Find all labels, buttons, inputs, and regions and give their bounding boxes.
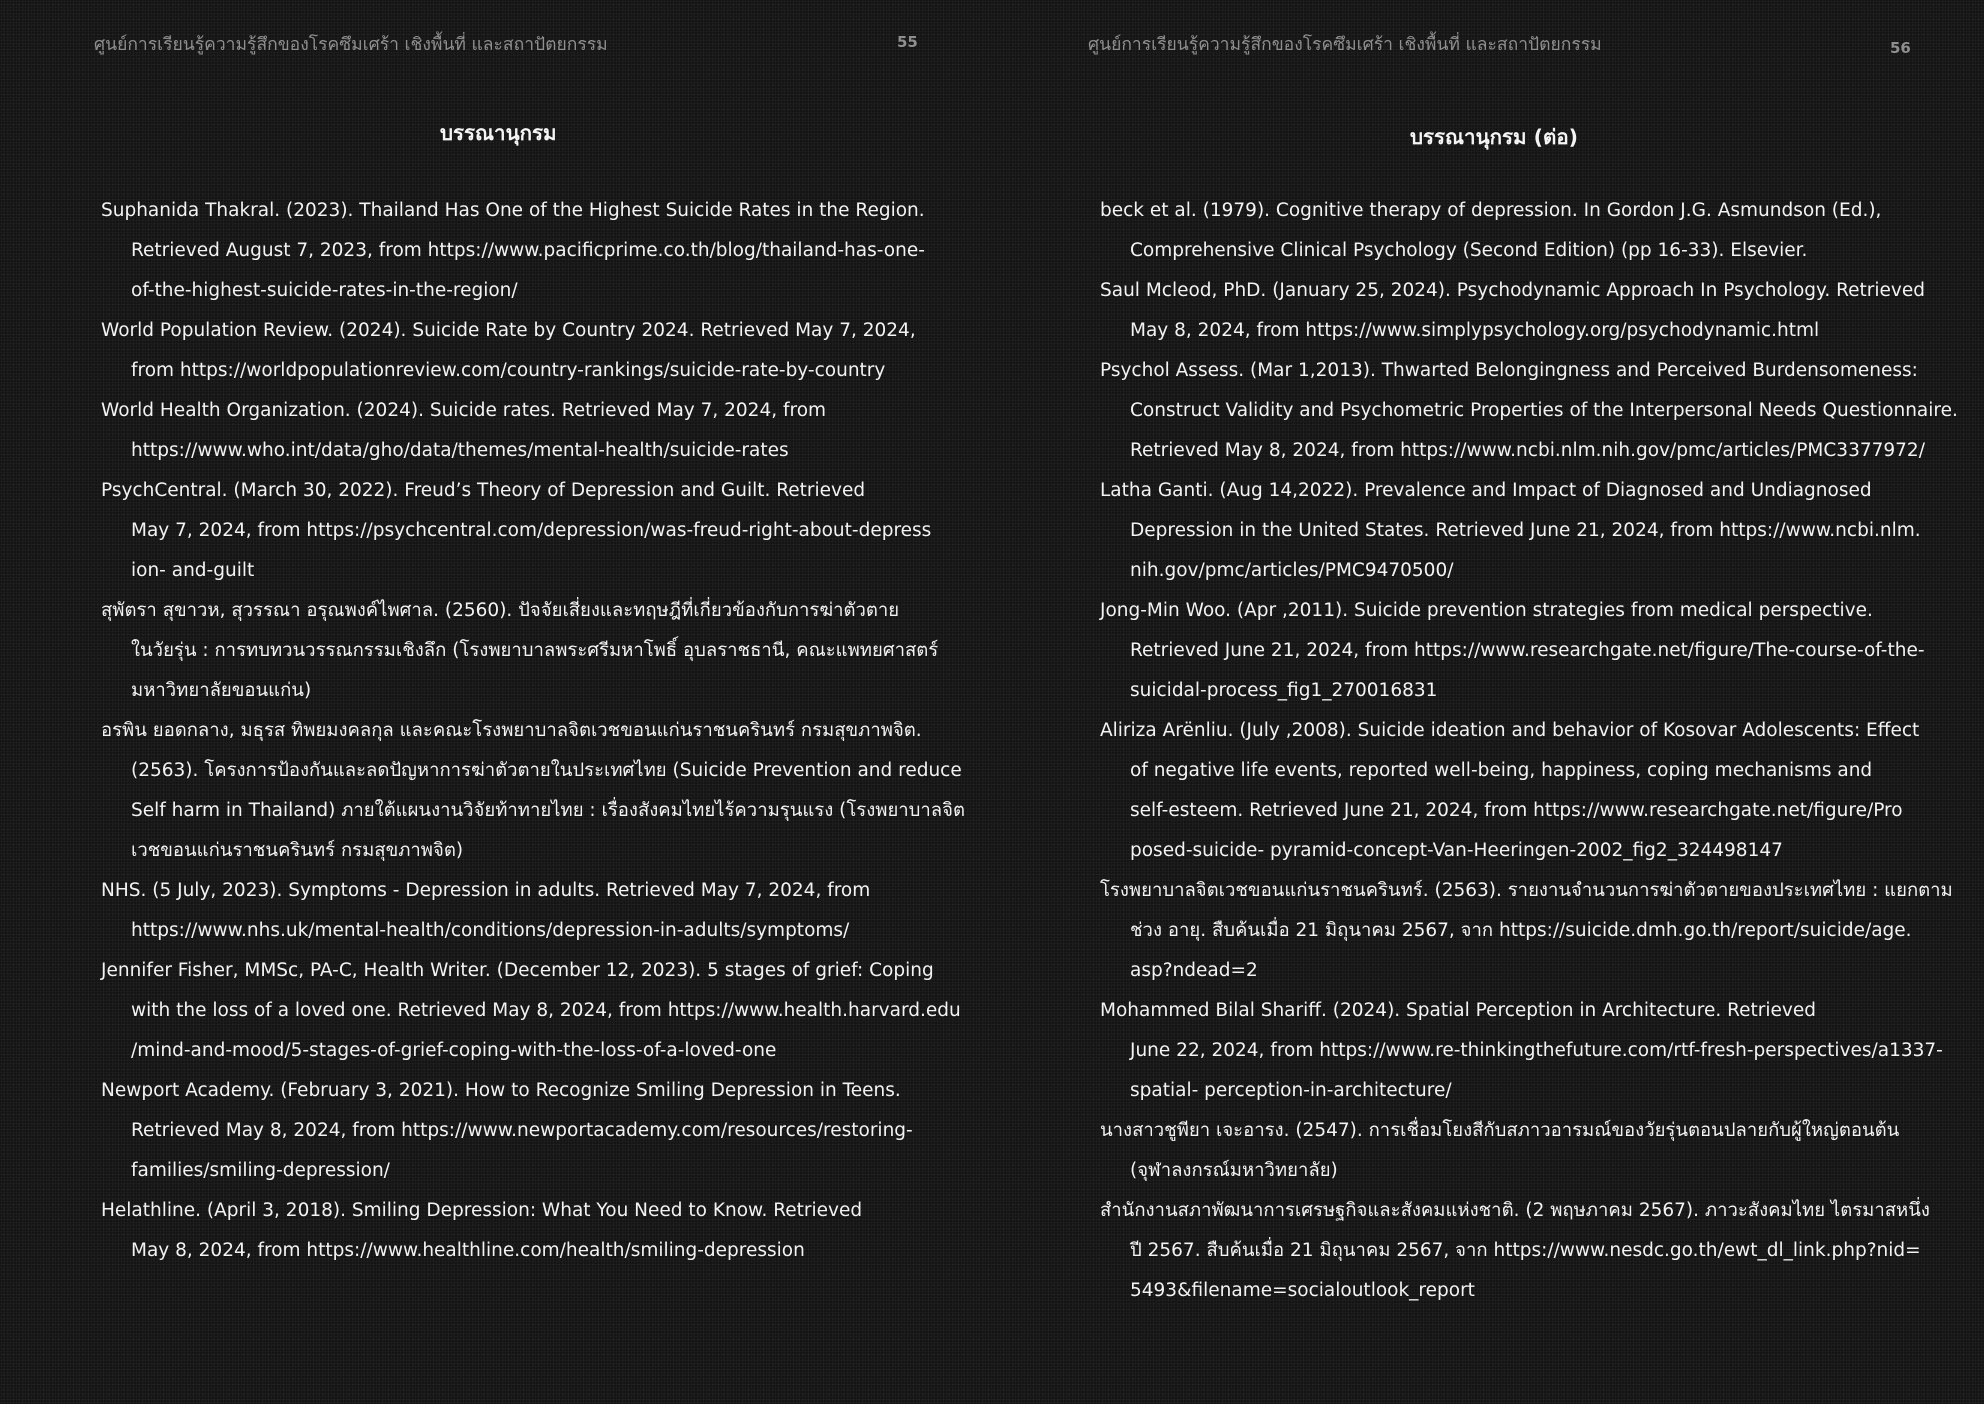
reference-line: อรพิน ยอดกลาง, มธุรส ทิพยมงคลกุล และคณะโรงพยาบาลจิตเวชขอนแก่นราชนครินทร์ กรมสุขภาพจิต. (101, 720, 922, 741)
reference-continuation-line: ในวัยรุ่น : การทบทวนวรรณกรรมเชิงลึก (โรงพยาบาลพระศรีมหาโพธิ์ อุบลราชธานี, คณะแพทยศาสตร์ (131, 640, 939, 661)
reference-continuation-line: spatial- perception-in-architecture/ (1130, 1080, 1452, 1101)
reference-continuation-line: May 7, 2024, from https://psychcentral.com/depression/was-freud-right-about-depress (131, 520, 932, 541)
reference-entry (101, 954, 965, 1074)
reference-entry (1100, 1194, 1958, 1314)
reference-line: NHS. (5 July, 2023). Symptoms - Depression in adults. Retrieved May 7, 2024, from (101, 880, 871, 901)
reference-entry (101, 474, 965, 594)
reference-continuation-line: Depression in the United States. Retrieved June 21, 2024, from https://www.ncbi.nlm. (1130, 520, 1921, 541)
reference-entry (1100, 474, 1958, 594)
reference-entry (101, 1194, 965, 1274)
page-title: บรรณานุกรม (ต่อ) (1410, 125, 1579, 149)
reference-continuation-line: เวชขอนแก่นราชนครินทร์ กรมสุขภาพจิต) (131, 840, 464, 861)
reference-entry (1100, 194, 1958, 274)
reference-continuation-line: June 22, 2024, from https://www.re-thinkingthefuture.com/rtf-fresh-perspectives/a1337- (1130, 1040, 1943, 1061)
reference-entry (1100, 994, 1958, 1114)
reference-continuation-line: (2563). โครงการป้องกันและลดปัญหาการฆ่าตัวตายในประเทศไทย (Suicide Prevention and reduce (131, 760, 962, 781)
reference-entry (101, 314, 965, 394)
reference-line: Newport Academy. (February 3, 2021). How to Recognize Smiling Depression in Teens. (101, 1080, 901, 1101)
reference-entry (1100, 1114, 1958, 1194)
reference-continuation-line: May 8, 2024, from https://www.healthline.com/health/smiling-depression (131, 1240, 805, 1261)
reference-line: World Health Organization. (2024). Suicide rates. Retrieved May 7, 2024, from (101, 400, 827, 421)
reference-entry (101, 874, 965, 954)
reference-line: Jennifer Fisher, MMSc, PA-C, Health Writer. (December 12, 2023). 5 stages of grief: Coping (101, 960, 934, 981)
reference-continuation-line: families/smiling-depression/ (131, 1160, 390, 1181)
reference-continuation-line: มหาวิทยาลัยขอนแก่น) (131, 680, 312, 701)
reference-line: สำนักงานสภาพัฒนาการเศรษฐกิจและสังคมแห่งชาติ. (2 พฤษภาคม 2567). ภาวะสังคมไทย ไตรมาสหนึ่ง (1100, 1200, 1930, 1221)
reference-continuation-line: with the loss of a loved one. Retrieved May 8, 2024, from https://www.health.harvard.edu (131, 1000, 961, 1021)
reference-entry (1100, 274, 1958, 354)
page-number: 55 (897, 33, 918, 51)
reference-entry (101, 194, 965, 314)
reference-line: Psychol Assess. (Mar 1,2013). Thwarted Belongingness and Perceived Burdensomeness: (1100, 360, 1918, 381)
reference-continuation-line: Construct Validity and Psychometric Properties of the Interpersonal Needs Questionnaire. (1130, 400, 1958, 421)
reference-continuation-line: /mind-and-mood/5-stages-of-grief-coping-with-the-loss-of-a-loved-one (131, 1040, 777, 1061)
reference-continuation-line: Retrieved August 7, 2023, from https://www.pacificprime.co.th/blog/thailand-has-one- (131, 240, 925, 261)
reference-continuation-line: of negative life events, reported well-being, happiness, coping mechanisms and (1130, 760, 1873, 781)
reference-entry (101, 1074, 965, 1194)
reference-line: สุพัตรา สุขาวห, สุวรรณา อรุณพงค์ไพศาล. (2560). ปัจจัยเสี่ยงและทฤษฎีที่เกี่ยวข้องกับการฆ่าตัวตาย (101, 600, 900, 621)
reference-list (101, 194, 965, 1274)
reference-line: Latha Ganti. (Aug 14,2022). Prevalence and Impact of Diagnosed and Undiagnosed (1100, 480, 1872, 501)
reference-continuation-line: Retrieved May 8, 2024, from https://www.newportacademy.com/resources/restoring- (131, 1120, 913, 1141)
reference-line: โรงพยาบาลจิตเวชขอนแก่นราชนครินทร์. (2563). รายงานจำนวนการฆ่าตัวตายของประเทศไทย : แยกตาม (1100, 880, 1953, 901)
reference-line: Saul Mcleod, PhD. (January 25, 2024). Psychodynamic Approach In Psychology. Retrieved (1100, 280, 1925, 301)
reference-continuation-line: https://www.who.int/data/gho/data/themes/mental-health/suicide-rates (131, 440, 789, 461)
reference-continuation-line: Self harm in Thailand) ภายใต้แผนงานวิจัยท้าทายไทย : เรื่องสังคมไทยไร้ความรุนแรง (โรงพยาบาลจิต (131, 800, 965, 821)
reference-continuation-line: (จุฬาลงกรณ์มหาวิทยาลัย) (1130, 1160, 1338, 1181)
reference-continuation-line: ปี 2567. สืบค้นเมื่อ 21 มิถุนาคม 2567, จาก https://www.nesdc.go.th/ewt_dl_link.php?nid= (1130, 1240, 1921, 1261)
reference-line: Jong-Min Woo. (Apr ,2011). Suicide prevention strategies from medical perspective. (1100, 600, 1873, 621)
reference-line: beck et al. (1979). Cognitive therapy of depression. In Gordon J.G. Asmundson (Ed.), (1100, 200, 1882, 221)
reference-list (1100, 194, 1958, 1314)
reference-entry (1100, 354, 1958, 474)
reference-continuation-line: 5493&filename=socialoutlook_report (1130, 1280, 1475, 1301)
reference-line: PsychCentral. (March 30, 2022). Freud’s Theory of Depression and Guilt. Retrieved (101, 480, 866, 501)
reference-continuation-line: ช่วง อายุ. สืบค้นเมื่อ 21 มิถุนาคม 2567, จาก https://suicide.dmh.go.th/report/suicide/age. (1130, 920, 1912, 941)
reference-entry (1100, 594, 1958, 714)
reference-continuation-line: https://www.nhs.uk/mental-health/conditions/depression-in-adults/symptoms/ (131, 920, 850, 941)
reference-entry (101, 594, 965, 714)
running-header: ศูนย์การเรียนรู้ความรู้สึกของโรคซึมเศร้า เชิงพื้นที่ และสถาปัตยกรรม (1088, 35, 1602, 55)
reference-line: Suphanida Thakral. (2023). Thailand Has One of the Highest Suicide Rates in the Region. (101, 200, 925, 221)
page-number: 56 (1890, 39, 1911, 57)
reference-continuation-line: self-esteem. Retrieved June 21, 2024, from https://www.researchgate.net/figure/Pro (1130, 800, 1903, 821)
reference-entry (1100, 714, 1958, 874)
page-title: บรรณานุกรม (440, 121, 557, 145)
reference-continuation-line: Retrieved May 8, 2024, from https://www.ncbi.nlm.nih.gov/pmc/articles/PMC3377972/ (1130, 440, 1925, 461)
reference-continuation-line: May 8, 2024, from https://www.simplypsychology.org/psychodynamic.html (1130, 320, 1820, 341)
reference-continuation-line: suicidal-process_fig1_270016831 (1130, 680, 1438, 701)
reference-continuation-line: asp?ndead=2 (1130, 960, 1258, 981)
reference-continuation-line: nih.gov/pmc/articles/PMC9470500/ (1130, 560, 1454, 581)
reference-entry (101, 394, 965, 474)
reference-continuation-line: ion- and-guilt (131, 560, 255, 581)
reference-entry (101, 714, 965, 874)
page-right (992, 0, 1984, 1404)
reference-continuation-line: Retrieved June 21, 2024, from https://www.researchgate.net/figure/The-course-of-the- (1130, 640, 1925, 661)
reference-line: World Population Review. (2024). Suicide Rate by Country 2024. Retrieved May 7, 2024, (101, 320, 916, 341)
reference-line: Helathline. (April 3, 2018). Smiling Depression: What You Need to Know. Retrieved (101, 1200, 863, 1221)
reference-continuation-line: of-the-highest-suicide-rates-in-the-region/ (131, 280, 518, 301)
reference-line: Mohammed Bilal Shariff. (2024). Spatial Perception in Architecture. Retrieved (1100, 1000, 1816, 1021)
reference-continuation-line: from https://worldpopulationreview.com/country-rankings/suicide-rate-by-country (131, 360, 886, 381)
reference-line: Aliriza Arënliu. (July ,2008). Suicide ideation and behavior of Kosovar Adolescents: Effect (1100, 720, 1920, 741)
reference-continuation-line: posed-suicide- pyramid-concept-Van-Heeringen-2002_fig2_324498147 (1130, 840, 1783, 861)
running-header: ศูนย์การเรียนรู้ความรู้สึกของโรคซึมเศร้า เชิงพื้นที่ และสถาปัตยกรรม (94, 35, 608, 55)
reference-line: นางสาวชูพียา เจะอารง. (2547). การเชื่อมโยงสีกับสภาวอารมณ์ของวัยรุ่นตอนปลายกับผู้ใหญ่ตอนต้น (1100, 1120, 1900, 1141)
reference-entry (1100, 874, 1958, 994)
reference-continuation-line: Comprehensive Clinical Psychology (Second Edition) (pp 16-33). Elsevier. (1130, 240, 1808, 261)
